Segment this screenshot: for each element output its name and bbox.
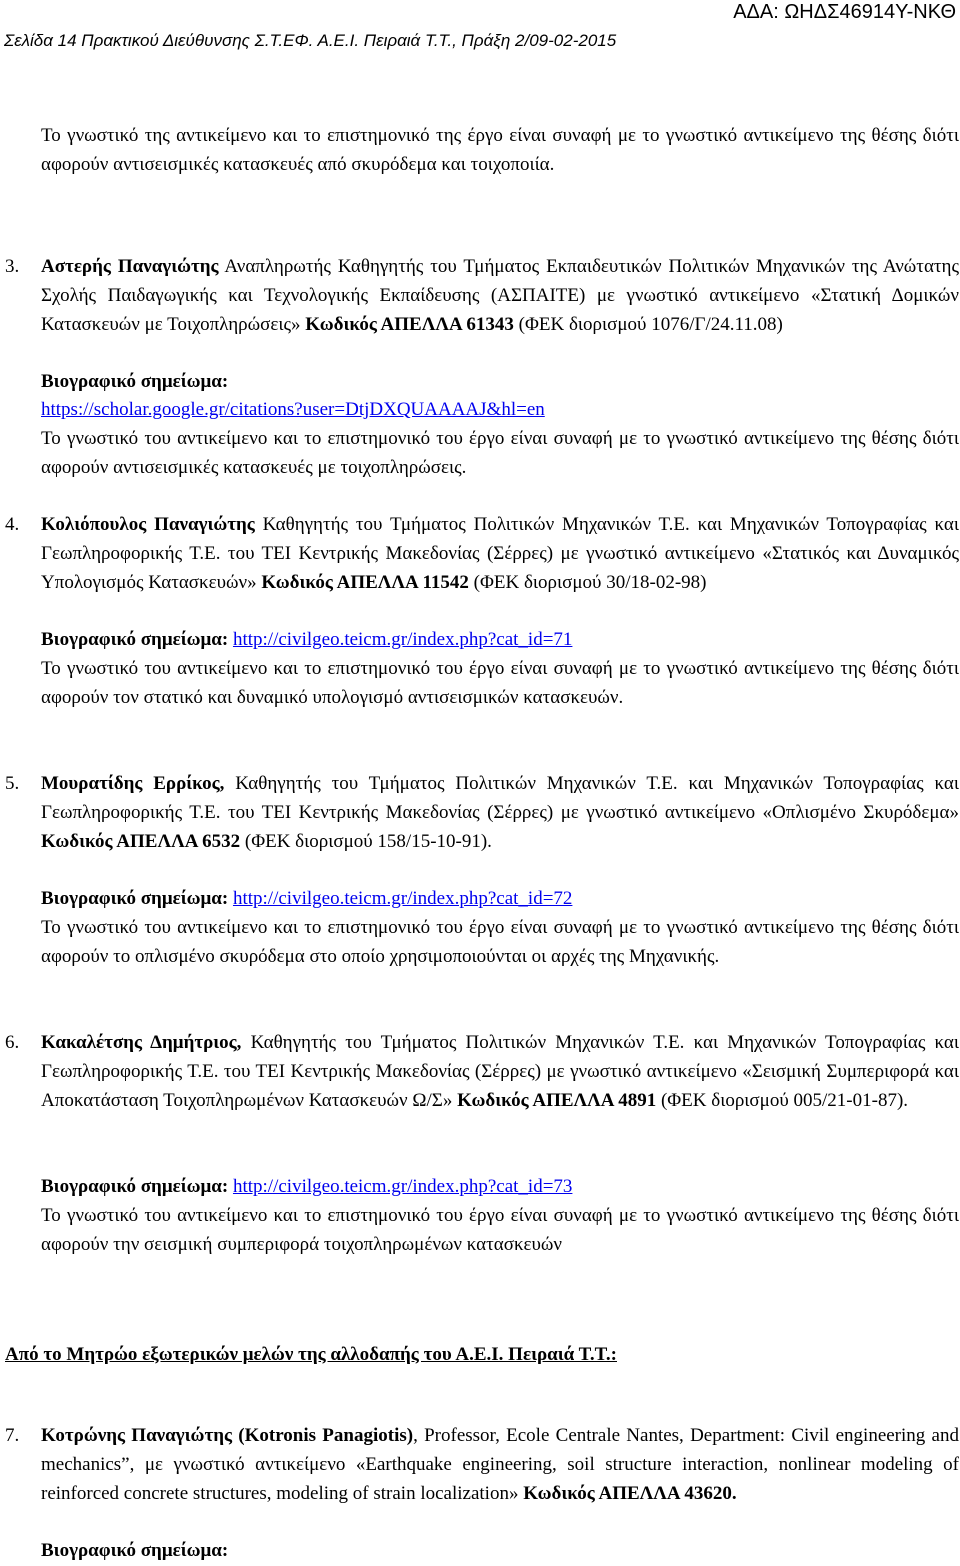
- cv-label: Βιογραφικό σημείωμα:: [41, 371, 229, 392]
- apella-code: Κωδικός ΑΠΕΛΛΑ 6532: [41, 830, 241, 852]
- member-name: Κακαλέτσης Δημήτριος,: [41, 1032, 242, 1053]
- fek-info: (ΦΕΚ διορισμού 158/15-10-91).: [240, 830, 492, 852]
- fek-info: (ΦΕΚ διορισμού 1076/Γ/24.11.08): [513, 313, 783, 335]
- member-name: Αστερής Παναγιώτης: [41, 256, 219, 277]
- section-heading: Από το Μητρώο εξωτερικών μελών της αλλοδαπής του Α.Ε.Ι. Πειραιά Τ.Τ.:: [5, 1344, 617, 1365]
- item-number: 6.: [5, 1032, 20, 1053]
- member-details: Καθηγητής του Τμήματος Πολιτικών Μηχανικών Τ.Ε. και Μηχανικών Τοπογραφίας και Γεωπληροφορικής Τ.Ε. του ΤΕΙ Κεντρικής Μακεδονίας (Σέρρες) με γνωστικό αντικείμενο «Οπλισμένο Σκυρόδεμα»: [41, 773, 959, 823]
- page-info: Σελίδα 14 Πρακτικού Διεύθυνσης Σ.Τ.ΕΦ. Α.Ε.Ι. Πειραιά Τ.Τ., Πράξη 2/09-02-2015: [4, 31, 617, 50]
- item-7-description: [41, 1422, 959, 1508]
- intro-paragraph: Το γνωστικό της αντικείμενο και το επιστημονικό της έργο είναι συναφή με το γνωστικό αντικείμενο της θέσης διότι αφορούν αντισεισμικές κατασκευές από σκυρόδεμα και τοιχοποιία.: [41, 125, 959, 175]
- member-name: Κολιόπουλος Παναγιώτης: [41, 514, 255, 535]
- item-number: 5.: [5, 773, 20, 794]
- item-3-description: [41, 253, 959, 339]
- item-5-description: [41, 770, 959, 856]
- ada-code: ΑΔΑ: ΩΗΔΣ46914Υ-ΝΚΘ: [733, 1, 956, 23]
- item-number: 4.: [5, 514, 20, 535]
- cv-link[interactable]: http://civilgeo.teicm.gr/index.php?cat_id=72: [232, 888, 573, 909]
- apella-code: Κωδικός ΑΠΕΛΛΑ 61343: [305, 313, 514, 335]
- member-details: Καθηγητής του Τμήματος Πολιτικών Μηχανικών Τ.Ε. και Μηχανικών Τοπογραφίας και Γεωπληροφορικής Τ.Ε. του ΤΕΙ Κεντρικής Μακεδονίας (Σέρρες) με γνωστικό αντικείμενο «Σεισμική Συμπεριφορά και Αποκατάσταση Τοιχοπληρωμένων Κατασκευών Ω/Σ»: [41, 1032, 959, 1111]
- relevance-text: Το γνωστικό του αντικείμενο και το επιστημονικό του έργο είναι συναφή με το γνωστικό αντικείμενο της θέσης διότι αφορούν το οπλισμένο σκυρόδεμα στο οποίο χρησιμοποιούνται οι αρχές της Μηχανικής.: [41, 917, 959, 967]
- relevance-text: Το γνωστικό του αντικείμενο και το επιστημονικό του έργο είναι συναφή με το γνωστικό αντικείμενο της θέσης διότι αφορούν τον στατικό και δυναμικό υπολογισμό αντισεισμικών κατασκευών.: [41, 658, 959, 708]
- item-number: 7.: [5, 1425, 20, 1446]
- fek-info: (ΦΕΚ διορισμού 30/18-02-98): [468, 571, 707, 593]
- relevance-text: Το γνωστικό του αντικείμενο και το επιστημονικό του έργο είναι συναφή με το γνωστικό αντικείμενο της θέσης διότι αφορούν την σεισμική συμπεριφορά τοιχοπληρωμένων κατασκευών: [41, 1205, 959, 1255]
- cv-label: Βιογραφικό σημείωμα:: [41, 1540, 229, 1561]
- relevance-text: Το γνωστικό του αντικείμενο και το επιστημονικό του έργο είναι συναφή με το γνωστικό αντικείμενο της θέσης διότι αφορούν αντισεισμικές κατασκευές με τοιχοπληρώσεις.: [41, 428, 959, 478]
- cv-link[interactable]: https://scholar.google.gr/citations?user=DtjDXQUAAAAJ&hl=en: [41, 399, 545, 420]
- member-details: Καθηγητής του Τμήματος Πολιτικών Μηχανικών Τ.Ε. και Μηχανικών Τοπογραφίας και Γεωπληροφορικής Τ.Ε. του ΤΕΙ Κεντρικής Μακεδονίας (Σέρρες) με γνωστικό αντικείμενο «Στατικός και Δυναμικός Υπολογισμός Κατασκευών»: [41, 514, 959, 593]
- apella-code: Κωδικός ΑΠΕΛΛΑ 4891: [457, 1089, 657, 1111]
- member-details: , Professor, Ecole Centrale Nantes, Department: Civil engineering and mechanics”, με γνωστικό αντικείμενο «Earthquake engineering, soil structure interaction, nonlinear modeling of reinforced concrete structures, modeling of strain localization»: [41, 1425, 959, 1504]
- cv-link[interactable]: http://civilgeo.teicm.gr/index.php?cat_id=71: [232, 629, 573, 650]
- apella-code: Κωδικός ΑΠΕΛΛΑ 11542: [261, 571, 469, 593]
- item-number: 3.: [5, 256, 20, 277]
- cv-line: [41, 885, 959, 914]
- cv-line: [41, 626, 959, 655]
- fek-info: (ΦΕΚ διορισμού 005/21-01-87).: [656, 1089, 909, 1111]
- cv-label: Βιογραφικό σημείωμα:: [41, 629, 229, 650]
- cv-link[interactable]: http://civilgeo.teicm.gr/index.php?cat_id=73: [232, 1176, 573, 1197]
- item-6-description: [41, 1029, 959, 1115]
- item-4-description: [41, 511, 959, 597]
- apella-code: Κωδικός ΑΠΕΛΛΑ 43620.: [523, 1482, 737, 1504]
- member-name: Κοτρώνης Παναγιώτης (Kotronis Panagiotis): [41, 1425, 414, 1446]
- cv-label: Βιογραφικό σημείωμα:: [41, 888, 229, 909]
- member-name: Μουρατίδης Ερρίκος,: [41, 773, 225, 794]
- cv-label: Βιογραφικό σημείωμα:: [41, 1176, 229, 1197]
- cv-line: [41, 1173, 959, 1202]
- member-details: Αναπληρωτής Καθηγητής του Τμήματος Εκπαιδευτικών Πολιτικών Μηχανικών της Ανώτατης Σχολής Παιδαγωγικής και Τεχνολογικής Εκπαίδευσης (ΑΣΠΑΙΤΕ) με γνωστικό αντικείμενο «Στατική Δομικών Κατασκευών με Τοιχοπληρώσεις»: [41, 256, 959, 335]
